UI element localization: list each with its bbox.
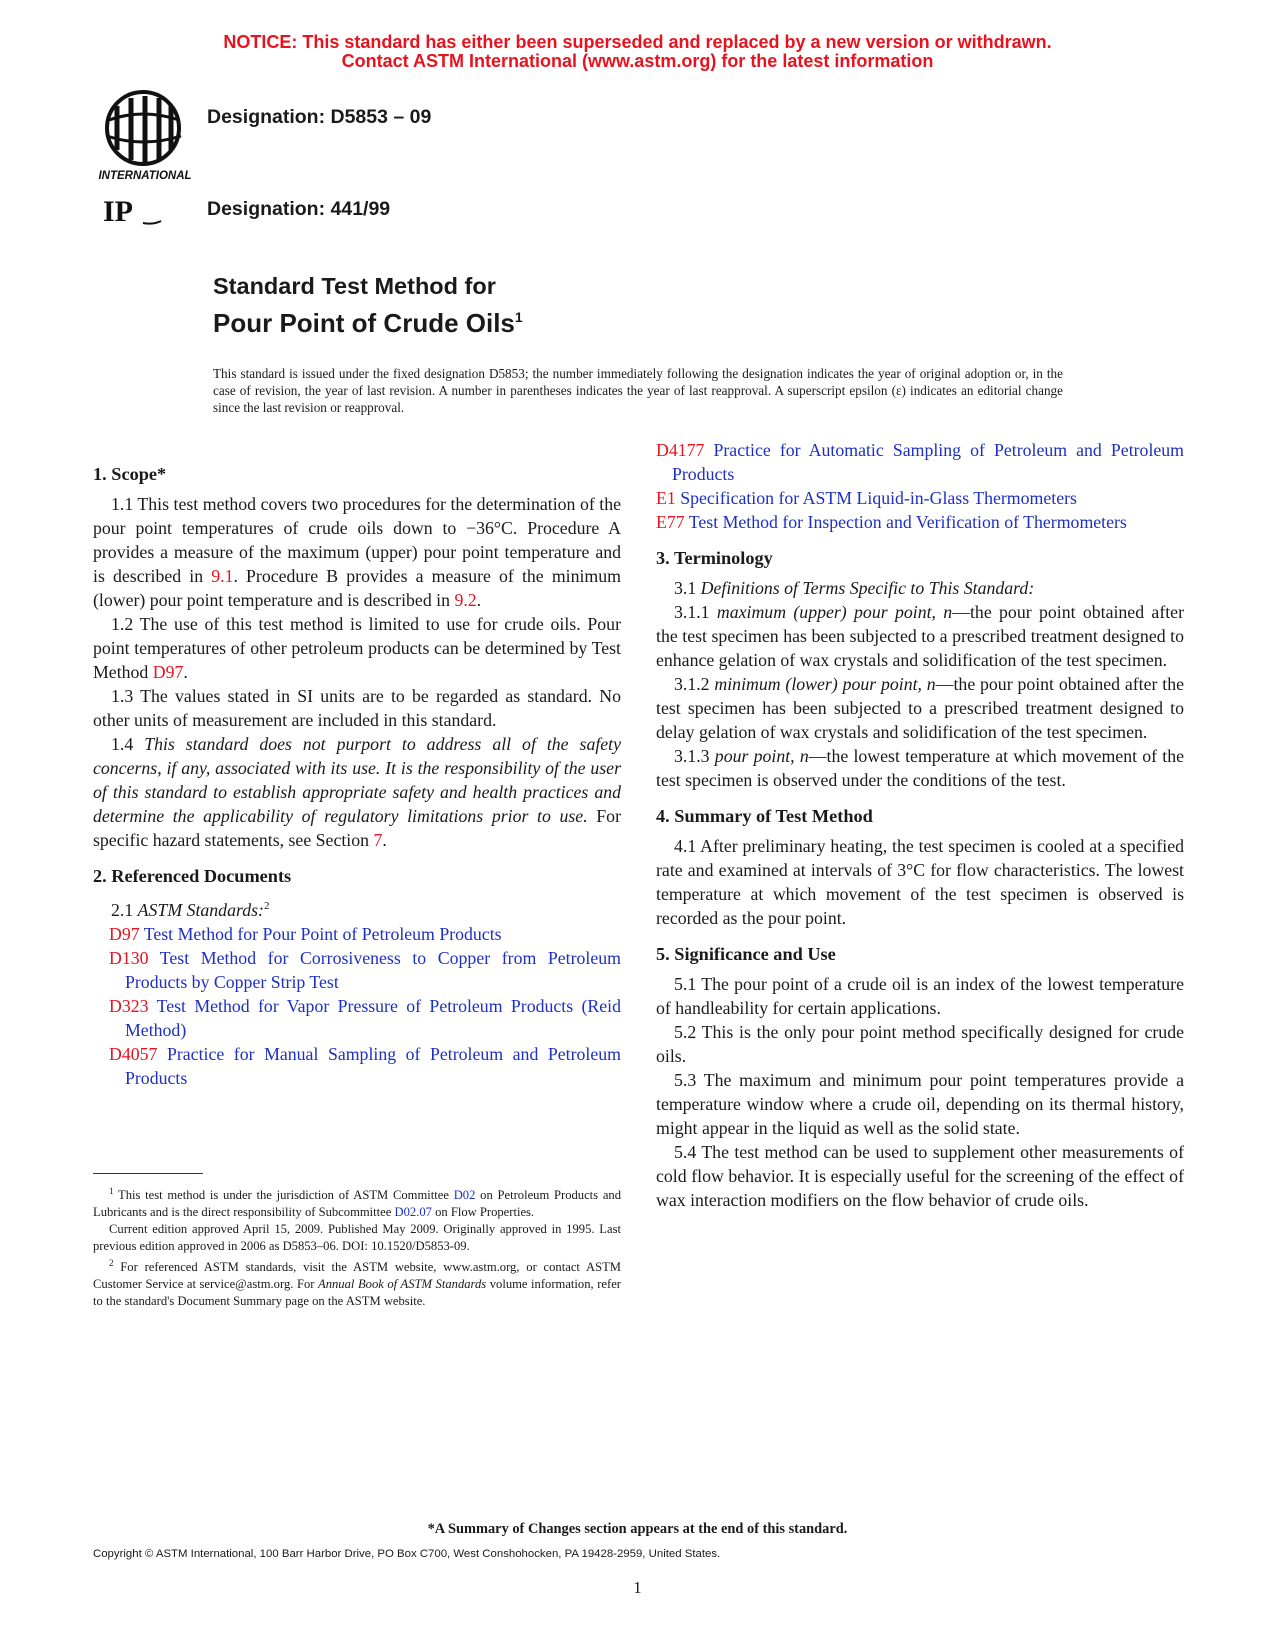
link-d02[interactable]: D02 bbox=[453, 1188, 476, 1203]
ref-item[interactable]: D4177 Practice for Automatic Sampling of Petroleum and Petroleum Products bbox=[656, 440, 1184, 484]
summary-4-1: 4.1 After preliminary heating, the test specimen is cooled at a specified rate and examined at intervals of 3°C for flow characteristics. The lowest temperature at which movement of the test specimen is observed is recorded as the pour point. bbox=[656, 836, 1184, 928]
astm-logo-icon bbox=[95, 90, 195, 182]
footnote-divider bbox=[93, 1173, 203, 1174]
notice-line-2: Contact ASTM International (www.astm.org) for the latest information bbox=[341, 51, 934, 71]
significance-5-2: 5.2 This is the only pour point method specifically designed for crude oils. bbox=[656, 1022, 1184, 1066]
link-9-1[interactable]: 9.1 bbox=[211, 566, 234, 586]
astm-designation: Designation: D5853 – 09 bbox=[207, 106, 432, 128]
notice-banner bbox=[0, 33, 1275, 71]
ip-designation: Designation: 441/99 bbox=[207, 198, 391, 220]
link-9-2[interactable]: 9.2 bbox=[454, 590, 477, 610]
significance-5-1: 5.1 The pour point of a crude oil is an index of the lowest temperature of handleability for certain applications. bbox=[656, 974, 1184, 1018]
significance-5-3: 5.3 The maximum and minimum pour point temperatures provide a temperature window where a crude oil, depending on its thermal history, might appear in the liquid as well as the solid state. bbox=[656, 1070, 1184, 1138]
footnote-1-edition: Current edition approved April 15, 2009. Published May 2009. Originally approved in 1995. Last previous edition approved in 2006 as D5853–06. DOI: 10.1520/D5853-09. bbox=[93, 1222, 621, 1254]
title-line-1: Standard Test Method for bbox=[213, 273, 496, 299]
notice-line-1: NOTICE: This standard has either been superseded and replaced by a new version or withdrawn. bbox=[223, 32, 1052, 52]
ip-logo-text: IP bbox=[103, 195, 133, 228]
astm-logo-text: INTERNATIONAL bbox=[98, 170, 192, 182]
footnote-1: $^1$ This test method is under the jurisdiction of ASTM Committee D02 on Petroleum Products and Lubricants and is the direct responsibility of Subcommittee D02.07 on Flow Properties. bbox=[93, 1186, 622, 1220]
scope-heading: 1. Scope* bbox=[93, 464, 167, 484]
title-line-2: Pour Point of Crude Oils bbox=[213, 308, 515, 338]
link-section-7[interactable]: 7 bbox=[373, 830, 383, 850]
scope-1-3: 1.3 The values stated in SI units are to be regarded as standard. No other units of measurement are included in this standard. bbox=[93, 686, 621, 730]
title-footnote-ref: 1 bbox=[514, 309, 523, 325]
significance-5-4: 5.4 The test method can be used to supplement other measurements of cold flow behavior. It is especially useful for the screening of the effect of wax interaction modifiers on the flow behavior of crude oils. bbox=[656, 1142, 1184, 1210]
summary-of-changes-note: *A Summary of Changes section appears at the end of this standard. bbox=[427, 1521, 848, 1537]
scope-1-2: 1.2 The use of this test method is limited to use for crude oils. Pour point temperatures of other petroleum products can be determined by Test Method D97. bbox=[93, 614, 621, 682]
significance-heading: 5. Significance and Use bbox=[656, 944, 836, 964]
ref-item[interactable]: D323 Test Method for Vapor Pressure of Petroleum Products (Reid Method) bbox=[109, 995, 622, 1040]
terminology-3-1: 3.1 Definitions of Terms Specific to This Standard: bbox=[674, 578, 1035, 598]
ref-item[interactable]: D4057 Practice for Manual Sampling of Petroleum and Petroleum Products bbox=[109, 1043, 621, 1088]
ref-item[interactable]: D130 Test Method for Corrosiveness to Copper from Petroleum Products by Copper Strip Test bbox=[109, 947, 621, 992]
footnotes bbox=[93, 1183, 621, 1310]
terminology-3-1-2: 3.1.2 minimum (lower) pour point, n—the pour point obtained after the test specimen has been subjected to a prescribed treatment designed to delay gelation of wax crystals and solidification of the test specimen. bbox=[656, 674, 1184, 742]
page-number: 1 bbox=[633, 1578, 642, 1597]
refdocs-heading: 2. Referenced Documents bbox=[93, 866, 292, 886]
summary-heading: 4. Summary of Test Method bbox=[656, 806, 873, 826]
link-d02-07[interactable]: D02.07 bbox=[394, 1205, 432, 1220]
ref-item[interactable]: D97 Test Method for Pour Point of Petroleum Products bbox=[109, 923, 502, 944]
scope-1-1: 1.1 This test method covers two procedures for the determination of the pour point temperatures of crude oils down to −36°C. Procedure A provides a measure of the maximum (upper) pour point temperature and is described in 9.1. Procedure B provides a measure of the minimum (lower) pour point temperature and is described in 9.2. bbox=[93, 494, 621, 610]
terminology-3-1-3: 3.1.3 pour point, n—the lowest temperature at which movement of the test specimen is observed under the conditions of the test. bbox=[656, 746, 1184, 790]
link-d97[interactable]: D97 bbox=[152, 662, 184, 682]
left-column bbox=[93, 462, 621, 1090]
ref-item[interactable]: E77 Test Method for Inspection and Verification of Thermometers bbox=[656, 512, 1127, 532]
right-column bbox=[656, 438, 1184, 1212]
terminology-3-1-1: 3.1.1 maximum (upper) pour point, n—the pour point obtained after the test specimen has been subjected to a prescribed treatment designed to enhance gelation of wax crystals and solidification of the test specimen. bbox=[656, 602, 1184, 670]
document-title bbox=[213, 271, 523, 339]
footnote-2: $^2$ For referenced ASTM standards, visit the ASTM website, www.astm.org, or contact ASTM Customer Service at service@astm.org. For Annual Book of ASTM Standards volume information, refer to the standard's Document Summary page on the ASTM website. bbox=[93, 1258, 621, 1309]
ip-logo-icon bbox=[103, 195, 165, 231]
issued-note: This standard is issued under the fixed designation D5853; the number immediately following the designation indicates the year of original adoption or, in the case of revision, the year of last revision. A number in parentheses indicates the year of last reapproval. A superscript epsilon (ε) indicates an editorial change since the last revision or reapproval. bbox=[213, 366, 1063, 415]
ref-item[interactable]: E1 Specification for ASTM Liquid-in-Glass Thermometers bbox=[656, 488, 1077, 508]
scope-1-4: 1.4 This standard does not purport to address all of the safety concerns, if any, associated with its use. It is the responsibility of the user of this standard to establish appropriate safety and health practices and determine the applicability of regulatory limitations prior to use. For specific hazard statements, see Section 7. bbox=[93, 734, 622, 850]
copyright: Copyright © ASTM International, 100 Barr Harbor Drive, PO Box C700, West Conshohocken, PA 19428-2959, United States. bbox=[93, 1548, 721, 1560]
refdocs-2-1: 2.1 ASTM Standards:$^2$ bbox=[111, 899, 270, 920]
terminology-heading: 3. Terminology bbox=[656, 548, 773, 568]
